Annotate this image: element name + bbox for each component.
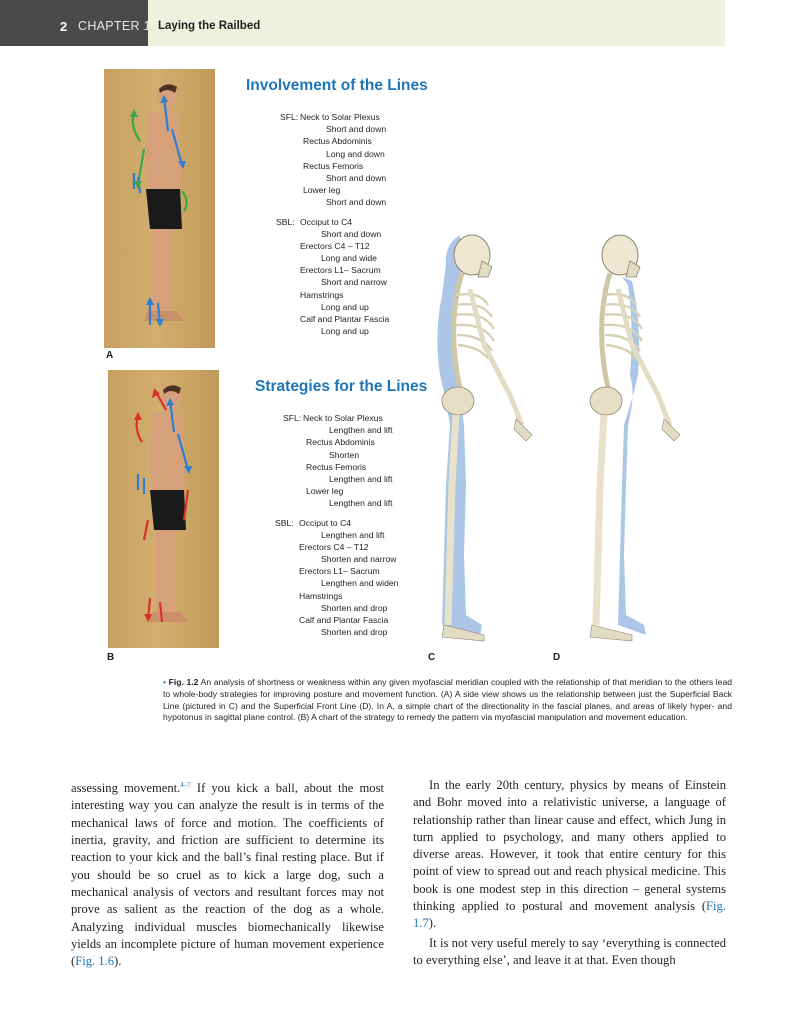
body-column-left	[71, 777, 384, 970]
line-item-value: Shorten and drop	[321, 602, 388, 613]
line-item-name: Erectors L1– Sacrum	[299, 566, 380, 577]
line-item-value: Shorten and drop	[321, 627, 388, 638]
sfl-prefix: SFL:	[283, 413, 302, 423]
skeleton-back-line	[400, 225, 550, 655]
line-item-value: Long and wide	[321, 253, 377, 264]
line-item-name: Rectus Abdominis	[303, 136, 372, 147]
line-item-value: Lengthen and lift	[329, 425, 393, 436]
line-item-value: Shorten	[329, 449, 360, 460]
line-item-value: Short and down	[326, 172, 387, 183]
line-item-name: Erectors C4 – T12	[300, 240, 370, 251]
line-item-value: Lengthen and lift	[321, 529, 385, 540]
paragraph	[413, 777, 726, 933]
page-number: 2	[60, 19, 68, 34]
line-item-value: Long and up	[321, 301, 369, 312]
line-item-name: Erectors C4 – T12	[299, 541, 369, 552]
panel-label-c: C	[428, 652, 436, 663]
paragraph-text: If you kick a ball, about the most interesting way you can analyze the result is in terms of the mechanical laws of force and motion. The coefficients of inertia, gravity, and friction are sufficient to determine its reaction to your kick and the ball’s final resting place. But if you should be so cruel as to kick a large dog, such a mechanical analysis of vectors and resultant forces may not prove as salient as the reaction of the dog as a whole. Analyzing individual muscles biomechanically likewise yields an incomplete picture of human movement experience (	[71, 781, 384, 969]
panel-label-a: A	[106, 350, 114, 361]
line-item-name: Calf and Plantar Fascia	[299, 615, 389, 625]
line-item-value: Short and down	[326, 197, 387, 208]
sbl-prefix: SBL:	[276, 216, 295, 227]
figure-link[interactable]: Fig. 1.6	[75, 954, 115, 969]
line-item-name: Hamstrings	[300, 289, 344, 300]
line-item-name: Rectus Femoris	[303, 160, 364, 171]
caption-figure-label: Fig. 1.2	[168, 677, 199, 687]
line-item-name: Erectors L1– Sacrum	[300, 265, 381, 276]
photo-involvement	[104, 69, 215, 348]
line-item-name: Occiput to C4	[299, 517, 352, 528]
paragraph: It is not very useful merely to say ‘everything is connected to everything else’, and leave it at that. Even though	[413, 935, 726, 967]
skeleton-front-line	[548, 225, 698, 655]
body-column-right	[413, 777, 726, 969]
chapter-title: Laying the Railbed	[158, 20, 261, 32]
line-item-name: Neck to Solar Plexus	[300, 112, 380, 122]
line-item-value: Long and down	[326, 148, 385, 159]
line-item-name: Hamstrings	[299, 590, 343, 601]
line-item-value: Short and down	[321, 228, 382, 239]
line-item-value: Short and narrow	[321, 277, 387, 288]
paragraph-text: assessing movement.	[71, 781, 181, 796]
caption-text: An analysis of shortness or weakness within any given myofascial meridian coupled with the relationship of that meridian to the others lead to whole-body strategies for improving posture and movement function. (A) A side view shows us the relationship between just the Superficial Back Line (pictured in C) and the Superficial Front Line (D). In A, a simple chart of the directionality in the fascial planes, and areas of likely hyper- and hypotonus in sagittal plane control. (B) A chart of the strategy to remedy the pattern via myofascial manipulation and movement education.	[163, 677, 733, 723]
figure-link[interactable]: Fig. 1.7	[413, 899, 726, 931]
line-item-value: Long and up	[321, 326, 369, 337]
chapter-label: CHAPTER 1	[78, 19, 151, 33]
strategies-heading: Strategies for the Lines	[255, 378, 428, 395]
paragraph-text: ).	[428, 916, 437, 931]
line-item-name: Lower leg	[306, 486, 344, 497]
line-item-name: Rectus Femoris	[306, 461, 367, 472]
line-item-value: Lengthen and widen	[321, 578, 399, 589]
caption-bullet: •	[163, 677, 167, 687]
paragraph-text: ).	[114, 954, 122, 969]
line-item-value: Short and down	[326, 124, 387, 135]
sfl-prefix: SFL:	[280, 112, 299, 122]
line-item-value: Lengthen and lift	[329, 498, 393, 509]
involvement-heading: Involvement of the Lines	[246, 77, 428, 94]
line-item-name: Calf and Plantar Fascia	[300, 314, 390, 324]
reference-link[interactable]: 4–7	[180, 781, 191, 789]
panel-label-b: B	[107, 652, 115, 663]
line-item-name: Neck to Solar Plexus	[303, 413, 383, 423]
line-item-name: Occiput to C4	[300, 216, 353, 227]
photo-strategies	[108, 370, 219, 648]
line-item-value: Shorten and narrow	[321, 554, 397, 565]
sbl-prefix: SBL:	[275, 517, 294, 528]
figure-caption	[163, 677, 732, 724]
paragraph-text: In the early 20th century, physics by means of Einstein and Bohr moved into a relativistic universe, a language of relationship rather than linear cause and effect, which Jung in turn applied to psychology, and many others applied to diverse areas. However, it took that entire century for this point of view to spread out and reach physical medicine. This book is one modest step in this direction – general systems thinking applied to postural and movement analysis (	[413, 778, 726, 914]
line-item-name: Rectus Abdominis	[306, 437, 375, 448]
line-item-name: Lower leg	[303, 185, 341, 196]
paragraph	[71, 777, 384, 970]
panel-label-d: D	[553, 652, 561, 663]
line-item-value: Lengthen and lift	[329, 473, 393, 484]
